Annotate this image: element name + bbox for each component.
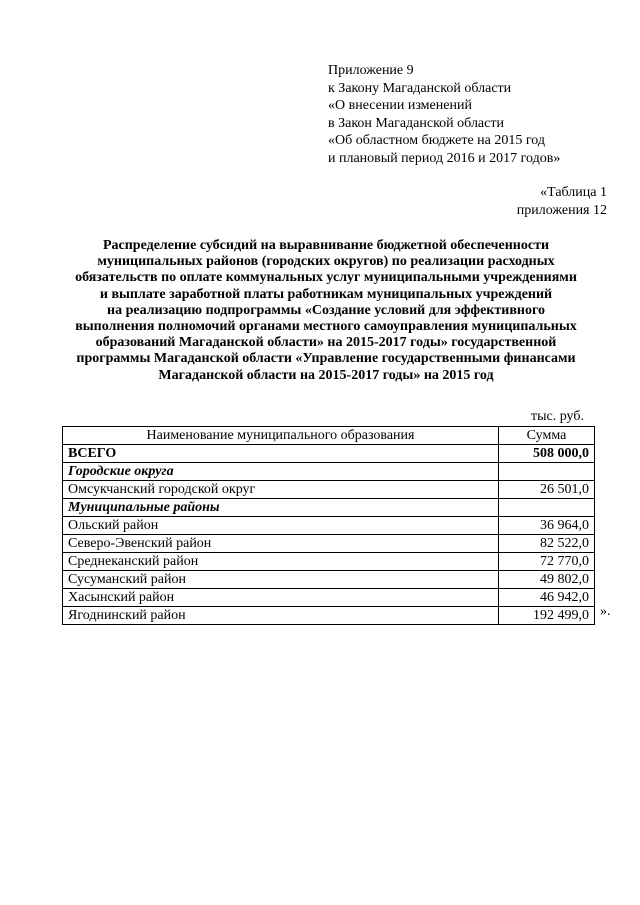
appendix-line: Приложение 9 [328,63,414,78]
table-header-row [63,427,595,445]
title-line: образований Магаданской области» на 2015-2017 годы» государственной [95,335,557,351]
total-sum: 508 000,0 [499,445,595,463]
table-row [63,535,595,553]
appendix-line: «О внесении изменений [328,98,472,113]
table-ref-line2: приложения 12 [516,202,607,218]
subsidy-table [62,426,595,625]
row-name: Омсукчанский городской округ [63,481,499,499]
table-row [63,607,595,625]
row-name: Ягоднинский район [63,607,499,625]
section-sum-empty [499,499,595,517]
row-sum: 49 802,0 [499,571,595,589]
table-row [63,589,595,607]
appendix-line: в Закон Магаданской области [328,115,504,131]
closing-quote-mark: ». [600,604,611,619]
row-name: Сусуманский район [63,571,499,589]
appendix-line: к Закону Магаданской области [328,80,512,96]
table-row [63,571,595,589]
title-line: выполнения полномочий органами местного самоуправления муниципальных [75,319,577,335]
title-line: на реализацию подпрограммы «Создание условий для эффективного [107,302,545,318]
row-sum: 192 499,0 [499,607,595,625]
section-sum-empty [499,463,595,481]
section-label-city: Городские округа [63,463,499,481]
units-label: тыс. руб. [531,409,584,424]
title-line: Распределение субсидий на выравнивание бюджетной обеспеченности [102,238,550,253]
header-name: Наименование муниципального образования [63,427,499,445]
row-name: Северо-Эвенский район [63,535,499,553]
row-sum: 82 522,0 [499,535,595,553]
row-sum: 72 770,0 [499,553,595,571]
table-ref-line1: «Таблица 1 [540,185,607,200]
title-line: муниципальных районов (городских округов) по реализации расходных [97,254,555,270]
title-line: обязательств по оплате коммунальных услуг муниципальными учреждениями [75,270,577,286]
title-line: программы Магаданской области «Управление государственными финансами [76,351,576,367]
section-label-districts: Муниципальные районы [63,499,499,517]
document-title [45,238,607,384]
total-label: ВСЕГО [63,445,499,463]
table-row [63,481,595,499]
row-name: Ольский район [63,517,499,535]
appendix-line: «Об областном бюджете на 2015 год [328,133,545,148]
total-row [63,445,595,463]
title-line: и выплате заработной платы работникам муниципальных учреждений [99,286,553,302]
table-row [63,517,595,535]
header-sum: Сумма [499,427,595,445]
title-line: Магаданской области на 2015-2017 годы» на 2015 год [158,367,494,383]
table-reference [517,184,607,219]
appendix-reference [328,62,560,167]
section-row [63,499,595,517]
appendix-line: и плановый период 2016 и 2017 годов» [328,150,561,166]
row-name: Хасынский район [63,589,499,607]
row-sum: 36 964,0 [499,517,595,535]
table-row [63,553,595,571]
row-name: Среднеканский район [63,553,499,571]
section-row [63,463,595,481]
row-sum: 46 942,0 [499,589,595,607]
row-sum: 26 501,0 [499,481,595,499]
